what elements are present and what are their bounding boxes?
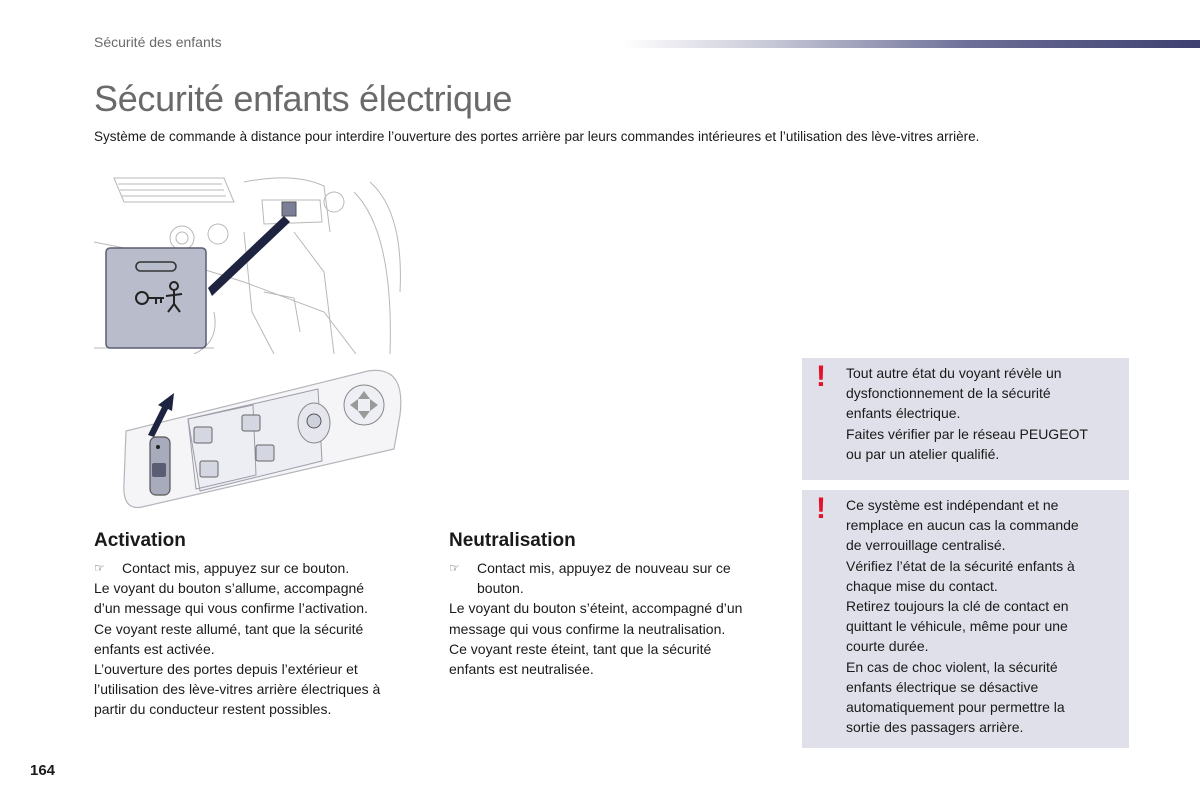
notice-line: En cas de choc violent, la sécurité (846, 658, 1058, 675)
finger-pointer-icon: ☞ (94, 561, 105, 575)
notice-line: Retirez toujours la clé de contact en (846, 598, 1069, 615)
door-panel-illustration (118, 365, 408, 515)
notice-line: remplace en aucun cas la commande (846, 517, 1079, 534)
neutralisation-bullet: Contact mis, appuyez de nouveau sur ce (477, 560, 731, 576)
notice-line: Ce système est indépendant et ne (846, 497, 1059, 513)
activation-line: L’ouverture des portes depuis l’extérieur et (94, 661, 358, 678)
notice-line: enfants électrique. (846, 405, 961, 422)
notice-line: quittant le véhicule, même pour une (846, 618, 1068, 635)
warning-notice-2 (802, 490, 1129, 748)
neutralisation-bullet-cont: bouton. (477, 580, 524, 597)
exclamation-icon: ! (816, 492, 826, 525)
activation-line: Ce voyant reste allumé, tant que la sécurité (94, 620, 364, 637)
neutralisation-line: enfants est neutralisée. (449, 661, 594, 678)
neutralisation-line: message qui vous confirme la neutralisation. (449, 620, 726, 637)
notice-line: dysfonctionnement de la sécurité (846, 385, 1051, 402)
exclamation-icon: ! (816, 360, 826, 393)
neutralisation-line: Ce voyant reste éteint, tant que la sécurité (449, 640, 712, 657)
dashboard-illustration (94, 172, 404, 354)
activation-heading: Activation (94, 530, 186, 551)
notice-line: sortie des passagers arrière. (846, 719, 1024, 736)
neutralisation-heading: Neutralisation (449, 530, 576, 551)
notice-line: de verrouillage centralisé. (846, 537, 1006, 554)
activation-text (94, 558, 424, 720)
notice-line: chaque mise du contact. (846, 577, 998, 594)
section-label: Sécurité des enfants (94, 34, 222, 50)
activation-bullet: Contact mis, appuyez sur ce bouton. (122, 560, 350, 576)
notice-line: Tout autre état du voyant révèle un (846, 365, 1062, 381)
activation-line: enfants est activée. (94, 640, 215, 657)
notice-line: Vérifiez l’état de la sécurité enfants à (846, 557, 1075, 574)
notice-line: Faites vérifier par le réseau PEUGEOT (846, 425, 1088, 442)
warning-notice-1 (802, 358, 1129, 480)
notice-line: courte durée. (846, 638, 929, 655)
notice-line: ou par un atelier qualifié. (846, 445, 1000, 462)
page-number: 164 (30, 762, 56, 779)
activation-line: Le voyant du bouton s’allume, accompagné (94, 580, 365, 597)
header-gradient-bar (622, 40, 1200, 48)
neutralisation-text (449, 558, 789, 679)
activation-line: d’un message qui vous confirme l’activation. (94, 600, 368, 617)
notice-line: enfants électrique se désactive (846, 678, 1039, 695)
finger-pointer-icon: ☞ (449, 561, 460, 575)
activation-line: partir du conducteur restent possibles. (94, 701, 332, 718)
intro-text: Système de commande à distance pour interdire l’ouverture des portes arrière par leurs commandes intérieures et l’utilisation des lève-vitres arrière. (94, 129, 980, 144)
activation-line: l’utilisation des lève-vitres arrière électriques à (94, 681, 381, 698)
neutralisation-line: Le voyant du bouton s’éteint, accompagné d’un (449, 600, 743, 617)
notice-line: automatiquement pour permettre la (846, 699, 1065, 716)
page-title: Sécurité enfants électrique (94, 78, 513, 119)
